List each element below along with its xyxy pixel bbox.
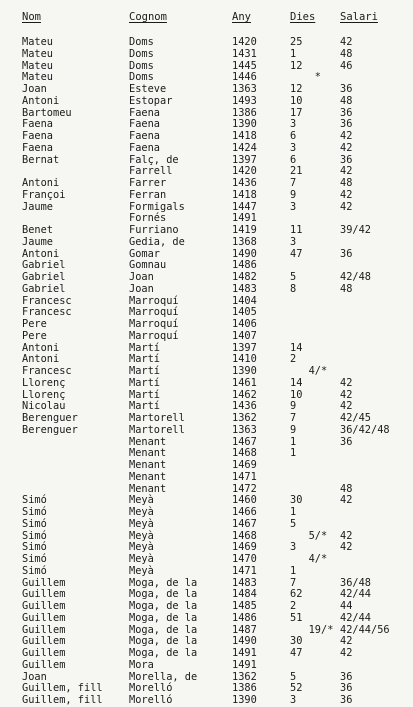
dies-cell: 4/*: [290, 365, 328, 377]
cognom-cell: Faena: [129, 141, 160, 154]
cognom-cell: Menant: [129, 459, 167, 471]
dies-cell: 3: [290, 118, 297, 131]
column-header-cognom: Cognom: [129, 11, 167, 23]
salari-cell: 36: [340, 83, 353, 95]
dies-cell: 9: [290, 423, 297, 436]
any-cell: 1386: [232, 682, 257, 695]
table-row: [0, 425, 413, 437]
cognom-cell: Moga, de la: [129, 635, 198, 648]
any-cell: 1461: [232, 376, 257, 389]
any-cell: 1418: [232, 130, 257, 142]
salari-cell: 36: [340, 682, 353, 695]
nom-cell: Pere: [22, 329, 47, 342]
salari-cell: 42/45: [340, 412, 371, 424]
nom-cell: Antoni: [22, 177, 60, 189]
table-row: [0, 343, 413, 355]
nom-cell: Mateu: [22, 47, 53, 60]
table-row: [0, 378, 413, 390]
nom-cell: Antoni: [22, 247, 60, 260]
cognom-cell: Doms: [129, 59, 154, 72]
cognom-cell: Meyà: [129, 529, 154, 542]
cognom-cell: Mora: [129, 658, 154, 671]
any-cell: 1486: [232, 259, 257, 272]
cognom-cell: Meyà: [129, 541, 154, 554]
any-cell: 1470: [232, 553, 257, 565]
nom-cell: Benet: [22, 224, 53, 236]
nom-cell: Joan: [22, 670, 47, 683]
table-row: [0, 613, 413, 625]
table-row: [0, 648, 413, 660]
table-row: [0, 319, 413, 331]
dies-cell: 6: [290, 153, 297, 166]
dies-cell: 30: [290, 635, 303, 648]
dies-cell: 9: [290, 188, 297, 201]
any-cell: 1485: [232, 600, 257, 612]
salari-cell: 39/42: [340, 224, 371, 236]
any-cell: 1483: [232, 576, 257, 589]
salari-cell: 48: [340, 482, 353, 495]
dies-cell: 47: [290, 247, 303, 260]
dies-cell: 7: [290, 576, 297, 589]
nom-cell: Llorenç: [22, 376, 66, 389]
nom-cell: Berenguer: [22, 412, 78, 424]
table-row: [0, 542, 413, 554]
dies-cell: 62: [290, 588, 303, 601]
table-row: [0, 695, 413, 707]
cognom-cell: Doms: [129, 47, 154, 60]
table-row: [0, 284, 413, 296]
any-cell: 1419: [232, 224, 257, 236]
cognom-cell: Faena: [129, 130, 160, 142]
table-row: [0, 143, 413, 155]
table-row: [0, 495, 413, 507]
nom-cell: Jaume: [22, 235, 53, 248]
cognom-cell: Menant: [129, 470, 167, 483]
nom-cell: Nicolau: [22, 400, 66, 413]
cognom-cell: Faena: [129, 118, 160, 131]
dies-cell: 9: [290, 400, 297, 413]
cognom-cell: Menant: [129, 447, 167, 460]
dies-cell: 3: [290, 200, 297, 213]
dies-cell: 51: [290, 611, 303, 624]
dies-cell: *: [290, 71, 321, 84]
cognom-cell: Farrer: [129, 177, 167, 189]
any-cell: 1483: [232, 282, 257, 295]
cognom-cell: Doms: [129, 71, 154, 84]
nom-cell: Jaume: [22, 200, 53, 213]
any-cell: 1362: [232, 670, 257, 683]
table-row: [0, 49, 413, 61]
cognom-cell: Fornés: [129, 212, 167, 225]
cognom-cell: Formigals: [129, 200, 185, 213]
column-header-salari: Salari: [340, 11, 378, 23]
any-cell: 1447: [232, 200, 257, 213]
salari-cell: 42: [340, 36, 353, 48]
table-row: [0, 554, 413, 566]
any-cell: 1462: [232, 388, 257, 401]
any-cell: 1390: [232, 118, 257, 131]
nom-cell: Berenguer: [22, 423, 78, 436]
salari-cell: 42: [340, 141, 353, 154]
salari-cell: 42: [340, 541, 353, 554]
salari-cell: 42/44: [340, 588, 371, 601]
dies-cell: 17: [290, 106, 303, 119]
cognom-cell: Gomar: [129, 247, 160, 260]
salari-cell: 42: [340, 494, 353, 507]
salari-cell: 42: [340, 188, 353, 201]
nom-cell: Gabriel: [22, 259, 66, 272]
any-cell: 1386: [232, 106, 257, 119]
dies-cell: 1: [290, 435, 297, 448]
salari-cell: 42: [340, 529, 353, 542]
table-row: [0, 448, 413, 460]
salari-cell: 42/48: [340, 271, 371, 283]
any-cell: 1420: [232, 165, 257, 178]
salari-cell: 36/42/48: [340, 423, 390, 436]
any-cell: 1491: [232, 212, 257, 225]
column-header-dies: Dies: [290, 11, 316, 23]
dies-cell: 3: [290, 694, 297, 706]
salari-cell: 42: [340, 165, 353, 178]
dies-cell: 10: [290, 94, 303, 107]
nom-cell: Simó: [22, 517, 47, 530]
cognom-cell: Falç, de: [129, 153, 179, 166]
dies-cell: 3: [290, 235, 297, 248]
nom-cell: Mateu: [22, 59, 53, 72]
column-header-any: Any: [232, 11, 251, 23]
cognom-cell: Martí: [129, 365, 160, 377]
any-cell: 1466: [232, 506, 257, 518]
nom-cell: Mateu: [22, 71, 53, 84]
salari-cell: 36: [340, 670, 353, 683]
dies-cell: 3: [290, 541, 297, 554]
cognom-cell: Menant: [129, 482, 167, 495]
nom-cell: Llorenç: [22, 388, 66, 401]
salari-cell: 42: [340, 130, 353, 142]
salari-cell: 36: [340, 153, 353, 166]
any-cell: 1486: [232, 611, 257, 624]
cognom-cell: Martorell: [129, 423, 185, 436]
dies-cell: 1: [290, 47, 297, 60]
salari-cell: 42: [340, 200, 353, 213]
dies-cell: 1: [290, 564, 297, 577]
any-cell: 1490: [232, 247, 257, 260]
cognom-cell: Ferran: [129, 188, 167, 201]
any-cell: 1436: [232, 177, 257, 189]
any-cell: 1446: [232, 71, 257, 84]
nom-cell: Guillem: [22, 635, 66, 648]
dies-cell: 11: [290, 224, 303, 236]
salari-cell: 42: [340, 388, 353, 401]
table-row: [0, 37, 413, 49]
dies-cell: 5: [290, 517, 297, 530]
cognom-cell: Meyà: [129, 517, 154, 530]
dies-cell: 12: [290, 59, 303, 72]
dies-cell: 7: [290, 412, 297, 424]
salari-cell: 36: [340, 106, 353, 119]
salari-cell: 48: [340, 282, 353, 295]
salari-cell: 44: [340, 600, 353, 612]
nom-cell: Guillem: [22, 623, 66, 636]
cognom-cell: Moga, de la: [129, 600, 198, 612]
cognom-cell: Marroquí: [129, 294, 179, 307]
table-row: [0, 202, 413, 214]
any-cell: 1490: [232, 635, 257, 648]
dies-cell: 2: [290, 353, 297, 366]
cognom-cell: Marroquí: [129, 318, 179, 330]
table-row: [0, 413, 413, 425]
any-cell: 1362: [232, 412, 257, 424]
dies-cell: 1: [290, 447, 297, 460]
nom-cell: Mateu: [22, 36, 53, 48]
dies-cell: 14: [290, 376, 303, 389]
dies-cell: 25: [290, 36, 303, 48]
cognom-cell: Martí: [129, 353, 160, 366]
cognom-cell: Moga, de la: [129, 623, 198, 636]
any-cell: 1468: [232, 529, 257, 542]
table-row: [0, 190, 413, 202]
table-row: [0, 472, 413, 484]
nom-cell: Simó: [22, 553, 47, 565]
nom-cell: Joan: [22, 83, 47, 95]
salari-cell: 42: [340, 400, 353, 413]
table-row: [0, 331, 413, 343]
any-cell: 1407: [232, 329, 257, 342]
nom-cell: Guillem, fill: [22, 694, 103, 706]
nom-cell: Faena: [22, 130, 53, 142]
table-row: [0, 660, 413, 672]
table-row: [0, 366, 413, 378]
nom-cell: Guillem: [22, 611, 66, 624]
nom-cell: Guillem: [22, 588, 66, 601]
table-row: [0, 84, 413, 96]
nom-cell: Bernat: [22, 153, 60, 166]
any-cell: 1487: [232, 623, 257, 636]
salari-cell: 36: [340, 694, 353, 706]
dies-cell: 30: [290, 494, 303, 507]
salari-cell: 42: [340, 376, 353, 389]
nom-cell: Guillem: [22, 647, 66, 659]
nom-cell: Simó: [22, 564, 47, 577]
table-row: [0, 460, 413, 472]
cognom-cell: Morelló: [129, 682, 173, 695]
any-cell: 1467: [232, 517, 257, 530]
cognom-cell: Morella, de: [129, 670, 198, 683]
any-cell: 1460: [232, 494, 257, 507]
dies-cell: 3: [290, 141, 297, 154]
salari-cell: 36: [340, 118, 353, 131]
any-cell: 1420: [232, 36, 257, 48]
dies-cell: 5/*: [290, 529, 328, 542]
any-cell: 1484: [232, 588, 257, 601]
cognom-cell: Martí: [129, 341, 160, 354]
table-row: [0, 307, 413, 319]
any-cell: 1469: [232, 541, 257, 554]
any-cell: 1491: [232, 658, 257, 671]
cognom-cell: Moga, de la: [129, 576, 198, 589]
cognom-cell: Moga, de la: [129, 588, 198, 601]
salari-cell: 46: [340, 59, 353, 72]
salari-cell: 42/44: [340, 611, 371, 624]
any-cell: 1397: [232, 341, 257, 354]
nom-cell: Guillem: [22, 576, 66, 589]
cognom-cell: Faena: [129, 106, 160, 119]
salari-cell: 42/44/56: [340, 623, 390, 636]
table-row: [0, 507, 413, 519]
table-row: [0, 131, 413, 143]
table-row: [0, 237, 413, 249]
records-table: [0, 37, 413, 707]
any-cell: 1493: [232, 94, 257, 107]
cognom-cell: Martí: [129, 388, 160, 401]
dies-cell: 12: [290, 83, 303, 95]
dies-cell: 1: [290, 506, 297, 518]
nom-cell: Francesc: [22, 365, 72, 377]
dies-cell: 7: [290, 177, 297, 189]
table-row: [0, 225, 413, 237]
cognom-cell: Meyà: [129, 494, 154, 507]
dies-cell: 5: [290, 271, 297, 283]
cognom-cell: Doms: [129, 36, 154, 48]
dies-cell: 2: [290, 600, 297, 612]
table-row: [0, 61, 413, 73]
any-cell: 1472: [232, 482, 257, 495]
table-row: [0, 519, 413, 531]
any-cell: 1445: [232, 59, 257, 72]
any-cell: 1424: [232, 141, 257, 154]
nom-cell: Francesc: [22, 306, 72, 319]
cognom-cell: Meyà: [129, 506, 154, 518]
any-cell: 1405: [232, 306, 257, 319]
dies-cell: 52: [290, 682, 303, 695]
salari-cell: 48: [340, 94, 353, 107]
nom-cell: Guillem: [22, 658, 66, 671]
nom-cell: Gabriel: [22, 282, 66, 295]
nom-cell: Antoni: [22, 94, 60, 107]
cognom-cell: Martí: [129, 400, 160, 413]
any-cell: 1418: [232, 188, 257, 201]
any-cell: 1363: [232, 83, 257, 95]
cognom-cell: Martí: [129, 376, 160, 389]
any-cell: 1431: [232, 47, 257, 60]
table-row: [0, 96, 413, 108]
cognom-cell: Moga, de la: [129, 611, 198, 624]
cognom-cell: Furriano: [129, 224, 179, 236]
any-cell: 1482: [232, 271, 257, 283]
dies-cell: 47: [290, 647, 303, 659]
cognom-cell: Farrell: [129, 165, 173, 178]
cognom-cell: Martorell: [129, 412, 185, 424]
dies-cell: 10: [290, 388, 303, 401]
any-cell: 1406: [232, 318, 257, 330]
any-cell: 1390: [232, 365, 257, 377]
nom-cell: Guillem, fill: [22, 682, 103, 695]
dies-cell: 6: [290, 130, 297, 142]
any-cell: 1436: [232, 400, 257, 413]
any-cell: 1410: [232, 353, 257, 366]
any-cell: 1471: [232, 470, 257, 483]
any-cell: 1368: [232, 235, 257, 248]
salari-cell: 36/48: [340, 576, 371, 589]
any-cell: 1469: [232, 459, 257, 471]
any-cell: 1404: [232, 294, 257, 307]
dies-cell: 8: [290, 282, 297, 295]
nom-cell: Simó: [22, 494, 47, 507]
table-row: [0, 178, 413, 190]
nom-cell: Francesc: [22, 294, 72, 307]
cognom-cell: Moga, de la: [129, 647, 198, 659]
any-cell: 1491: [232, 647, 257, 659]
table-row: [0, 272, 413, 284]
nom-cell: Bartomeu: [22, 106, 72, 119]
nom-cell: Faena: [22, 141, 53, 154]
table-row: [0, 437, 413, 449]
cognom-cell: Estopar: [129, 94, 173, 107]
any-cell: 1471: [232, 564, 257, 577]
cognom-cell: Meyà: [129, 564, 154, 577]
nom-cell: Simó: [22, 541, 47, 554]
nom-cell: Pere: [22, 318, 47, 330]
dies-cell: 21: [290, 165, 303, 178]
table-row: [0, 566, 413, 578]
cognom-cell: Marroquí: [129, 329, 179, 342]
any-cell: 1397: [232, 153, 257, 166]
dies-cell: 4/*: [290, 553, 328, 565]
nom-cell: Gabriel: [22, 271, 66, 283]
salari-cell: 36: [340, 247, 353, 260]
cognom-cell: Meyà: [129, 553, 154, 565]
nom-cell: Antoni: [22, 353, 60, 366]
salari-cell: 48: [340, 177, 353, 189]
column-header-nom: Nom: [22, 11, 41, 23]
nom-cell: Simó: [22, 506, 47, 518]
dies-cell: 14: [290, 341, 303, 354]
salari-cell: 42: [340, 647, 353, 659]
cognom-cell: Menant: [129, 435, 167, 448]
cognom-cell: Joan: [129, 282, 154, 295]
cognom-cell: Gedia, de: [129, 235, 185, 248]
nom-cell: Guillem: [22, 600, 66, 612]
salari-cell: 48: [340, 47, 353, 60]
salari-cell: 36: [340, 435, 353, 448]
cognom-cell: Gomnau: [129, 259, 167, 272]
nom-cell: Antoni: [22, 341, 60, 354]
any-cell: 1390: [232, 694, 257, 706]
cognom-cell: Marroquí: [129, 306, 179, 319]
any-cell: 1363: [232, 423, 257, 436]
any-cell: 1467: [232, 435, 257, 448]
table-row: [0, 601, 413, 613]
salari-cell: 42: [340, 635, 353, 648]
nom-cell: Faena: [22, 118, 53, 131]
dies-cell: 5: [290, 670, 297, 683]
cognom-cell: Morelló: [129, 694, 173, 706]
nom-cell: Simó: [22, 529, 47, 542]
any-cell: 1468: [232, 447, 257, 460]
cognom-cell: Esteve: [129, 83, 167, 95]
cognom-cell: Joan: [129, 271, 154, 283]
nom-cell: Françoi: [22, 188, 66, 201]
dies-cell: 19/*: [290, 623, 334, 636]
